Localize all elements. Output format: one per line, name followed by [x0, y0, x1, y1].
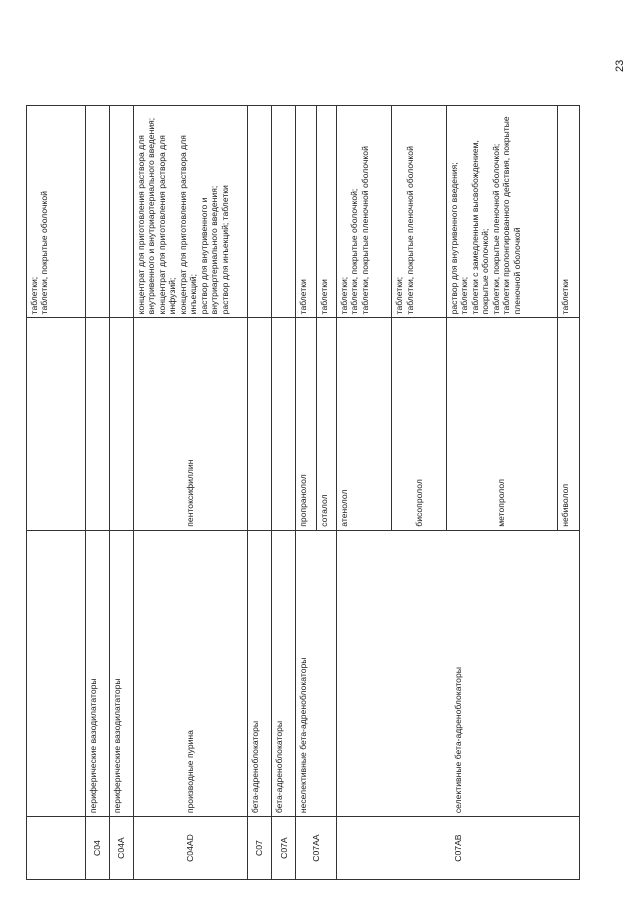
form-line: таблетки, покрытые пленочной оболочкой — [359, 146, 370, 315]
form-line: таблетки; — [29, 276, 39, 315]
table-row — [272, 106, 296, 880]
table-row — [247, 106, 271, 880]
form-line: раствор для внутривенного введения; — [448, 162, 459, 315]
table-row — [27, 106, 86, 880]
forms-cell — [27, 106, 86, 318]
page-number: 23 — [614, 59, 626, 72]
form-line: таблетки с замедленным высвобождением, покрытые оболочкой; — [469, 140, 491, 315]
drug-table-page — [26, 105, 580, 880]
forms-cell: таблетки — [296, 106, 316, 318]
code-cell: C07A — [272, 817, 296, 880]
form-line: концентрат для приготовления раствора для инъекций; — [177, 135, 199, 315]
drug-cell — [272, 318, 296, 530]
group-cell: производные пурина — [133, 530, 247, 816]
code-cell: C04 — [85, 817, 109, 880]
group-cell — [27, 530, 86, 816]
table-row — [296, 106, 316, 880]
forms-cell: таблетки — [557, 106, 579, 318]
group-cell: бета-адреноблокаторы — [247, 530, 271, 816]
forms-cell — [392, 106, 446, 318]
forms-cell — [336, 106, 392, 318]
group-cell: периферические вазодилататоры — [109, 530, 133, 816]
drug-cell: бисопролол — [392, 318, 446, 530]
group-cell: бета-адреноблокаторы — [272, 530, 296, 816]
drug-cell: соталол — [316, 318, 336, 530]
code-cell: C04AD — [133, 817, 247, 880]
code-cell: C04A — [109, 817, 133, 880]
group-cell: селективные бета-адреноблокаторы — [336, 530, 579, 816]
group-cell: периферические вазодилататоры — [85, 530, 109, 816]
forms-cell — [272, 106, 296, 318]
form-line: раствор для инъекций; таблетки — [219, 185, 230, 315]
form-line: таблетки, покрытые пленочной оболочкой; — [490, 143, 501, 315]
form-line: раствор для внутривенного и внутриартериального введения; — [198, 185, 220, 315]
drug-cell — [247, 318, 271, 530]
table-row — [109, 106, 133, 880]
form-line: таблетки; — [394, 276, 405, 315]
drug-cell: метопролол — [446, 318, 557, 530]
forms-cell — [109, 106, 133, 318]
form-line: таблетки; — [459, 276, 470, 315]
table-row — [336, 106, 392, 880]
code-cell: C07AA — [296, 817, 336, 880]
drug-cell: небиволол — [557, 318, 579, 530]
form-line: таблетки; — [338, 276, 349, 315]
forms-cell — [247, 106, 271, 318]
drug-cell: пропранолол — [296, 318, 316, 530]
drug-cell: атенолол — [336, 318, 392, 530]
form-line: концентрат для приготовления раствора для инфузий; — [156, 135, 178, 315]
forms-cell: таблетки — [316, 106, 336, 318]
forms-cell — [133, 106, 247, 318]
form-line: таблетки, покрытые оболочкой; — [349, 188, 360, 315]
forms-cell — [446, 106, 557, 318]
drug-cell — [109, 318, 133, 530]
form-line: таблетки, покрытые оболочкой — [39, 191, 50, 315]
drug-table — [26, 105, 580, 880]
code-cell: C07AB — [336, 817, 579, 880]
form-line: таблетки, покрытые пленочной оболочкой — [404, 146, 415, 315]
table-row — [85, 106, 109, 880]
drug-cell: пентоксифиллин — [133, 318, 247, 530]
code-cell: C07 — [247, 817, 271, 880]
code-cell — [27, 817, 86, 880]
forms-cell — [85, 106, 109, 318]
drug-cell — [85, 318, 109, 530]
drug-cell — [27, 318, 86, 530]
form-line: концентрат для приготовления раствора для внутривенного и внутриартериального введения; — [135, 117, 157, 315]
table-row — [133, 106, 247, 880]
form-line: таблетки пролонгированного действия, покрытые пленочной оболочкой — [501, 116, 522, 315]
group-cell: неселективные бета-адреноблокаторы — [296, 530, 336, 816]
